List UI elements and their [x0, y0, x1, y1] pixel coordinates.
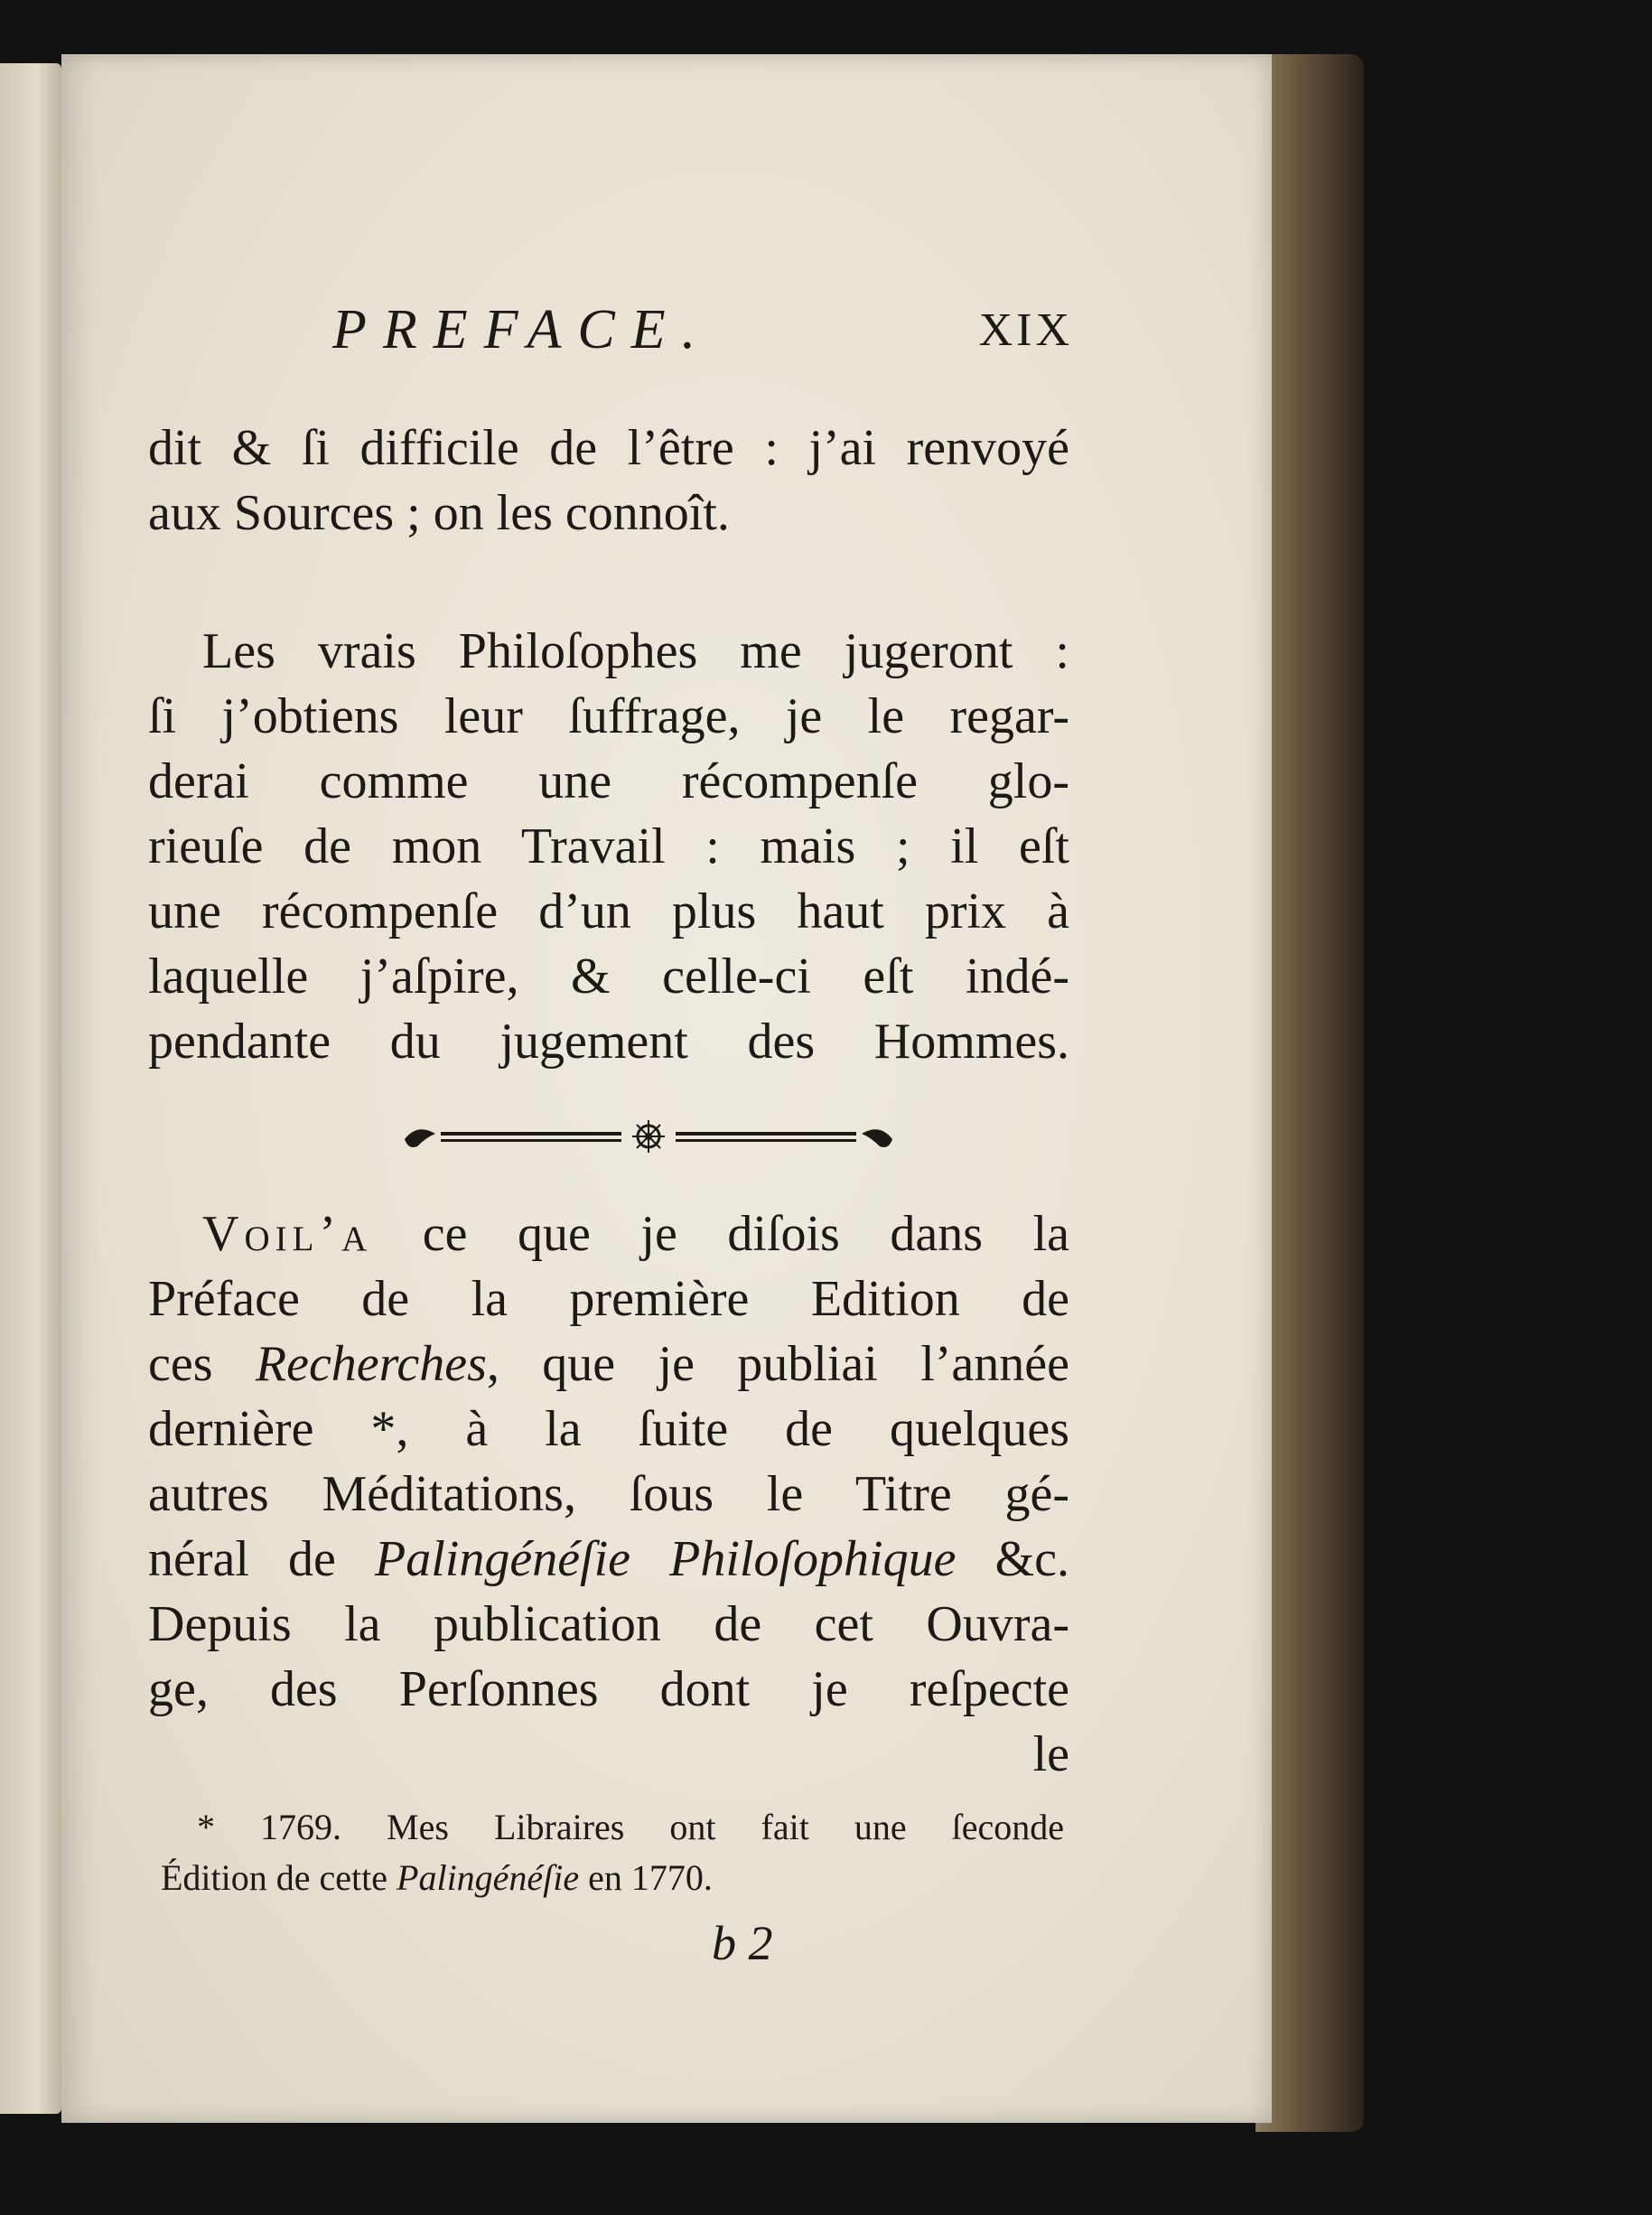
text-span: en 1770.	[579, 1857, 713, 1898]
text-line: dernière *, à la ſuite de quelques	[148, 1401, 1069, 1457]
italic-title: Recherches	[255, 1336, 487, 1392]
text-line	[148, 1201, 1069, 1266]
ornamental-rule	[396, 1116, 901, 1157]
book-page	[61, 54, 1272, 2123]
italic-title: Palingénéſie	[397, 1857, 580, 1898]
signature-mark: b 2	[712, 1916, 773, 1970]
text-span: néral de	[148, 1531, 376, 1587]
page-header	[332, 298, 1073, 388]
book-fore-edge	[1255, 54, 1364, 2132]
catchword: le	[1032, 1726, 1069, 1782]
page-number: XIX	[978, 304, 1073, 356]
text-span: &c.	[956, 1531, 1069, 1587]
facing-page-edge	[0, 63, 61, 2114]
text-span: Édition de cette	[161, 1857, 397, 1898]
text-line: pendante du jugement des Hommes.	[148, 1014, 1069, 1070]
text-line: Depuis la publication de cet Ouvra-	[148, 1596, 1069, 1652]
text-line: derai comme une récompenſe glo-	[148, 753, 1069, 809]
text-line: Les vrais Philoſophes me jugeront :	[202, 623, 1069, 679]
text-line	[148, 1332, 1069, 1397]
footnote	[161, 1802, 1064, 1903]
text-line: dit & ſi difficile de l’être : j’ai renvoyé	[148, 420, 1069, 476]
text-line: laquelle j’aſpire, & celle-ci eſt indé-	[148, 949, 1069, 1005]
paragraph-2	[148, 619, 1069, 1074]
text-span: ces	[148, 1336, 256, 1392]
text-span: ce que je diſois dans la	[372, 1206, 1069, 1262]
text-line: aux Sources ; on les connoît.	[148, 485, 730, 541]
paragraph-3	[148, 1201, 1069, 1787]
footnote-line	[161, 1853, 1064, 1903]
text-line: Préface de la première Edition de	[148, 1271, 1069, 1327]
text-line: une récompenſe d’un plus haut prix à	[148, 883, 1069, 939]
italic-title: Palingénéſie Philoſophique	[375, 1531, 957, 1587]
text-line: autres Méditations, ſous le Titre gé-	[148, 1466, 1069, 1522]
paragraph-1	[148, 416, 1069, 546]
text-line	[148, 1527, 1069, 1592]
text-line: rieuſe de mon Travail : mais ; il eſt	[148, 818, 1069, 874]
small-caps-opening: Voil’a	[202, 1206, 373, 1262]
footnote-line: * 1769. Mes Libraires ont fait une ſeconde	[197, 1807, 1064, 1847]
text-line: ſi j’obtiens leur ſuffrage, je le regar-	[148, 688, 1069, 744]
text-span: , que je publiai l’année	[486, 1336, 1069, 1392]
text-line: ge, des Perſonnes dont je reſpecte	[148, 1661, 1069, 1717]
running-title: PREFACE.	[332, 299, 713, 360]
